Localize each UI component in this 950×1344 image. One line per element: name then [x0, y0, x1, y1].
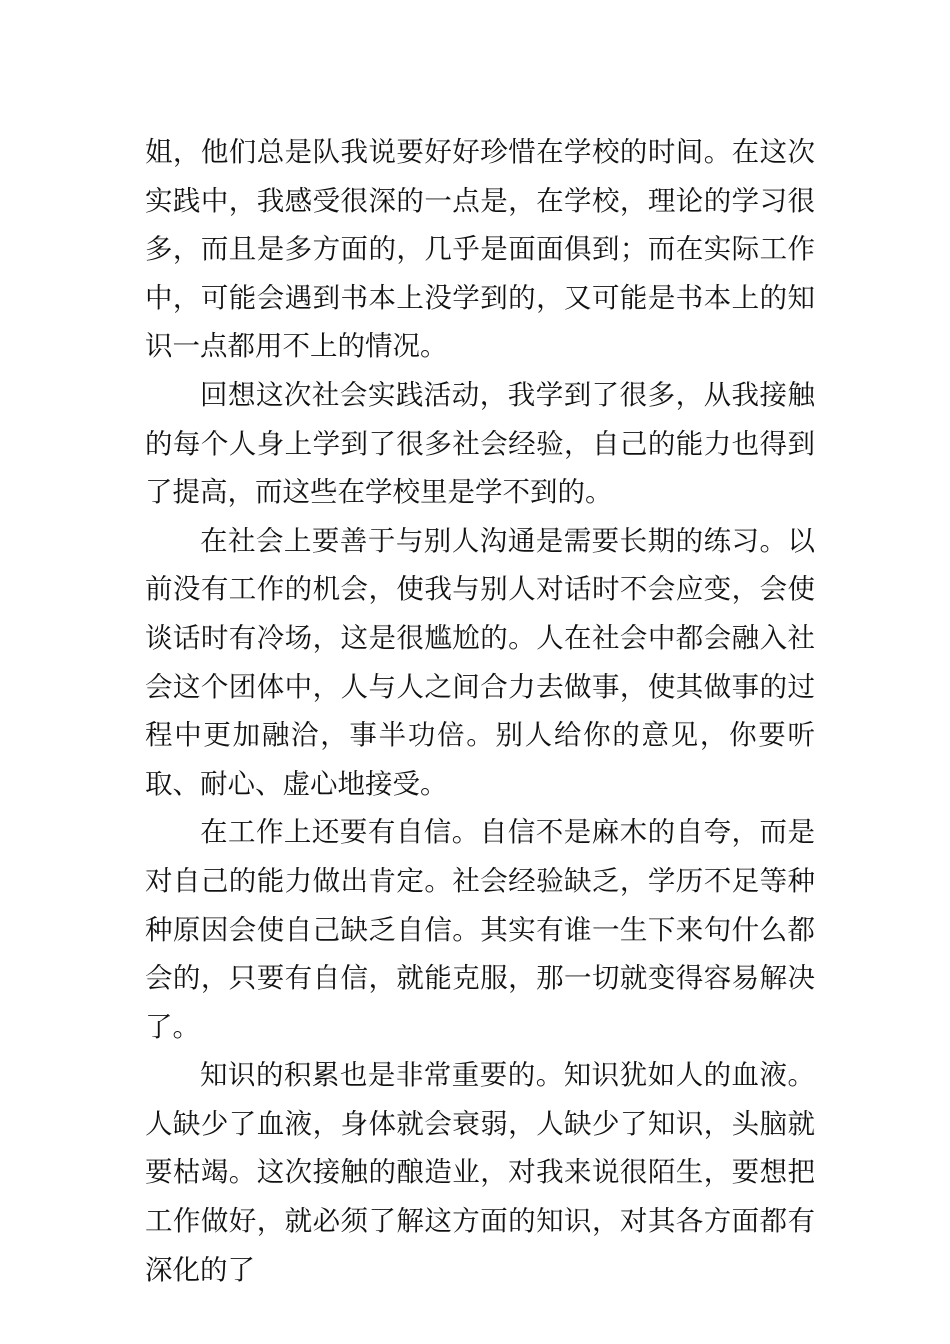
document-body: [145, 128, 815, 1294]
paragraph-3: 在社会上要善于与别人沟通是需要长期的练习。以前没有工作的机会，使我与别人对话时不会应变，会使谈话时有冷场，这是很尴尬的。人在社会中都会融入社会这个团体中，人与人之间合力去做事，使其做事的过程中更加融洽，事半功倍。别人给你的意见，你要听取、耐心、虚心地接受。: [145, 524, 815, 800]
paragraph-1: 姐，他们总是队我说要好好珍惜在学校的时间。在这次实践中，我感受很深的一点是，在学校，理论的学习很多，而且是多方面的，几乎是面面俱到；而在实际工作中，可能会遇到书本上没学到的，又可能是书本上的知识一点都用不上的情况。: [145, 136, 815, 363]
paragraph-5: 知识的积累也是非常重要的。知识犹如人的血液。人缺少了血液，身体就会衰弱，人缺少了知识，头脑就要枯竭。这次接触的酿造业，对我来说很陌生，要想把工作做好，就必须了解这方面的知识，对其各方面都有深化的了: [145, 1059, 815, 1286]
paragraph-4: 在工作上还要有自信。自信不是麻木的自夸，而是对自己的能力做出肯定。社会经验缺乏，学历不足等种种原因会使自己缺乏自信。其实有谁一生下来句什么都会的，只要有自信，就能克服，那一切就变得容易解决了。: [145, 816, 815, 1043]
paragraph-2: 回想这次社会实践活动，我学到了很多，从我接触的每个人身上学到了很多社会经验，自己的能力也得到了提高，而这些在学校里是学不到的。: [145, 378, 815, 509]
